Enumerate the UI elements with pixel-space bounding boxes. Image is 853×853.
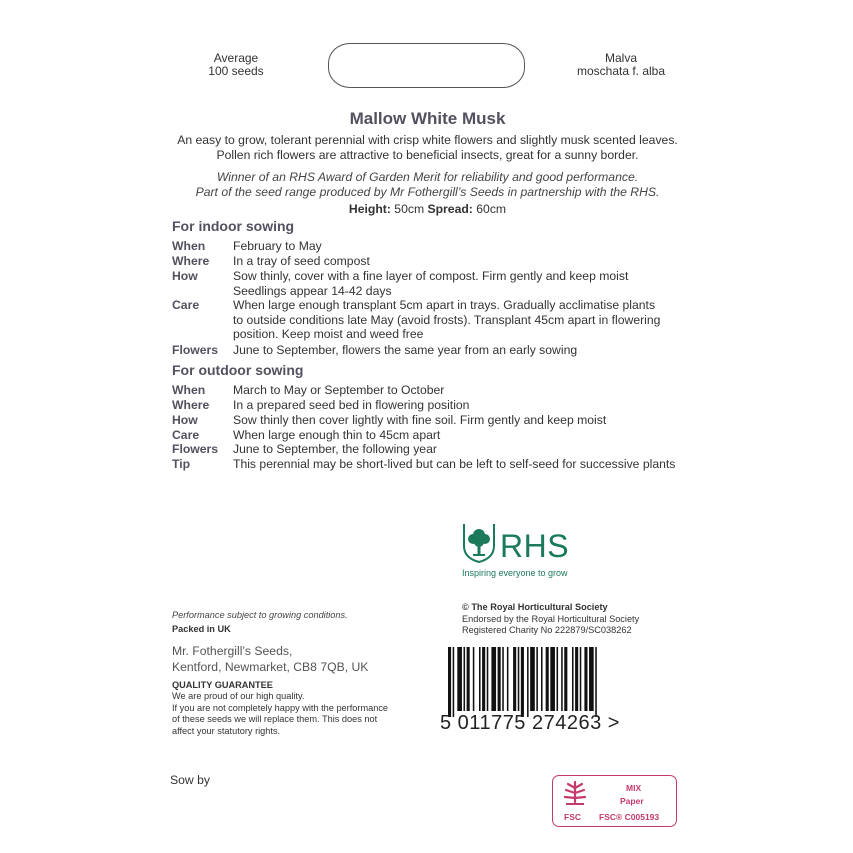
barcode-bar	[584, 647, 587, 711]
height-value: 50cm	[390, 202, 428, 216]
address-line: Mr. Fothergill’s Seeds,	[172, 644, 293, 658]
height-label: Height:	[348, 202, 391, 216]
barcode-digits: 5 011775 274263 >	[440, 712, 620, 734]
indoor-row-flowers	[172, 343, 692, 358]
barcode-bar	[464, 647, 466, 711]
barcode-bar	[498, 647, 501, 711]
barcode-bar	[479, 647, 481, 711]
spread-label: Spread:	[427, 202, 473, 216]
charity-line: Registered Charity No 222879/SC038262	[462, 625, 632, 635]
row-value: In a prepared seed bed in flowering position	[233, 398, 470, 412]
award-line: Winner of an RHS Award of Garden Merit for reliability and good performance.	[216, 170, 639, 184]
outdoor-row-tip	[172, 457, 692, 472]
latin-species: moschata f. alba	[576, 64, 666, 78]
barcode-bar	[564, 647, 567, 711]
barcode-bar	[572, 647, 574, 711]
row-label: How	[172, 269, 198, 283]
description-line: Pollen rich flowers are attractive to beneficial insects, great for a sunny border.	[216, 147, 639, 162]
quality-line: affect your statutory rights.	[172, 725, 281, 736]
quality-text	[172, 691, 422, 737]
barcode	[444, 647, 672, 717]
barcode-bar	[448, 647, 451, 717]
packed-in: Packed in UK	[172, 624, 231, 634]
endorsed-line: Endorsed by the Royal Horticultural Society	[462, 613, 640, 624]
fsc-label: FSC	[564, 812, 581, 822]
barcode-bar	[473, 647, 475, 711]
quality-line: of these seeds we will replace them. This does not	[172, 714, 378, 724]
row-value: March to May or September to October	[233, 383, 445, 397]
indoor-row-where	[172, 254, 692, 269]
row-value: February to May	[233, 239, 322, 253]
barcode-bar	[589, 647, 594, 711]
barcode-bar	[513, 647, 516, 711]
row-label: Tip	[172, 457, 191, 471]
barcode-bar	[521, 647, 524, 717]
row-value: June to September, the following year	[233, 442, 437, 456]
fsc-mix: MIX	[626, 783, 642, 793]
quality-line: We are proud of our high quality.	[172, 691, 305, 701]
performance-note: Performance subject to growing conditions.	[172, 610, 348, 620]
award-line: Part of the seed range produced by Mr Fothergill’s Seeds in partnership with the RHS.	[195, 184, 660, 199]
address-line: Kentford, Newmarket, CB8 7QB, UK	[172, 660, 369, 674]
seed-count-label: Average	[213, 51, 259, 65]
company-address	[172, 643, 368, 675]
outdoor-row-where	[172, 398, 692, 413]
row-value: When large enough transplant 5cm apart in trays. Gradually acclimatise plants	[233, 298, 656, 312]
row-value: June to September, flowers the same year from an early sowing	[233, 343, 578, 357]
row-value: Sow thinly, cover with a fine layer of compost. Firm gently and keep moist	[233, 269, 629, 283]
row-label: Where	[172, 398, 210, 412]
barcode-bar	[580, 647, 582, 711]
row-value: In a tray of seed compost	[233, 254, 370, 268]
barcode-bar	[487, 647, 489, 711]
indoor-row-care	[172, 298, 692, 342]
rhs-copyright	[462, 602, 639, 637]
row-label: Care	[172, 298, 200, 312]
row-label: How	[172, 413, 198, 427]
sow-by-label: Sow by	[170, 773, 210, 787]
copyright-line: © The Royal Horticultural Society	[462, 602, 608, 612]
barcode-bar	[530, 647, 535, 711]
barcode-bar	[561, 647, 563, 711]
plant-dimensions	[160, 202, 695, 216]
quality-line: If you are not completely happy with the performance	[172, 702, 389, 713]
product-description	[160, 133, 695, 162]
barcode-bar	[595, 647, 597, 717]
rhs-tagline: Inspiring everyone to grow	[462, 568, 568, 578]
rhs-logo-text: RHS	[500, 528, 570, 564]
barcode-bar	[457, 647, 462, 711]
description-line: An easy to grow, tolerant perennial with crisp white flowers and slightly musk scented leaves.	[177, 133, 678, 147]
barcode-bar	[518, 647, 520, 711]
barcode-bar	[507, 647, 509, 711]
barcode-bar	[541, 647, 543, 711]
latin-name	[565, 52, 677, 78]
indoor-row-how	[172, 269, 692, 298]
barcode-bar	[482, 647, 485, 711]
indoor-heading: For indoor sowing	[172, 218, 295, 234]
indoor-row-when	[172, 239, 692, 254]
outdoor-row-flowers	[172, 442, 692, 457]
outdoor-row-care	[172, 428, 692, 443]
outdoor-heading: For outdoor sowing	[172, 362, 304, 378]
row-label: Care	[172, 428, 200, 442]
quality-heading: QUALITY GUARANTEE	[172, 680, 273, 690]
seed-count	[196, 52, 276, 78]
barcode-bar	[527, 647, 529, 717]
row-value: position. Keep moist and weed free	[233, 327, 424, 342]
fsc-tree-icon	[560, 780, 590, 813]
barcode-bar	[453, 647, 455, 717]
barcode-bar	[502, 647, 504, 711]
barcode-bar	[546, 647, 549, 711]
award-text	[160, 170, 695, 199]
row-label: Flowers	[172, 343, 219, 357]
barcode-bar	[550, 647, 555, 711]
row-label: When	[172, 383, 206, 397]
row-value: When large enough thin to 45cm apart	[233, 428, 441, 442]
outdoor-row-when	[172, 383, 692, 398]
row-value: This perennial may be short-lived but can be left to self-seed for successive plants	[233, 457, 676, 471]
row-value: Seedlings appear 14-42 days	[233, 283, 392, 298]
product-title: Mallow White Musk	[349, 109, 506, 128]
fsc-paper: Paper	[620, 796, 644, 806]
barcode-bar	[467, 647, 470, 711]
barcode-bar	[536, 647, 538, 711]
outdoor-row-how	[172, 413, 692, 428]
rhs-tree-icon	[462, 522, 496, 569]
row-label: Flowers	[172, 442, 219, 456]
row-label: Where	[172, 254, 210, 268]
spread-value: 60cm	[472, 202, 507, 216]
latin-genus: Malva	[604, 51, 637, 65]
seed-count-value: 100 seeds	[208, 64, 264, 78]
barcode-bar	[491, 647, 496, 711]
packet-window	[328, 43, 525, 88]
barcode-bar	[557, 647, 559, 711]
barcode-bar	[575, 647, 578, 711]
row-value: to outside conditions late May (avoid frosts). Transplant 45cm apart in flowering	[233, 312, 661, 327]
fsc-code: FSC® C005193	[599, 812, 660, 822]
row-label: When	[172, 239, 206, 253]
row-value: Sow thinly then cover lightly with fine soil. Firm gently and keep moist	[233, 413, 607, 427]
